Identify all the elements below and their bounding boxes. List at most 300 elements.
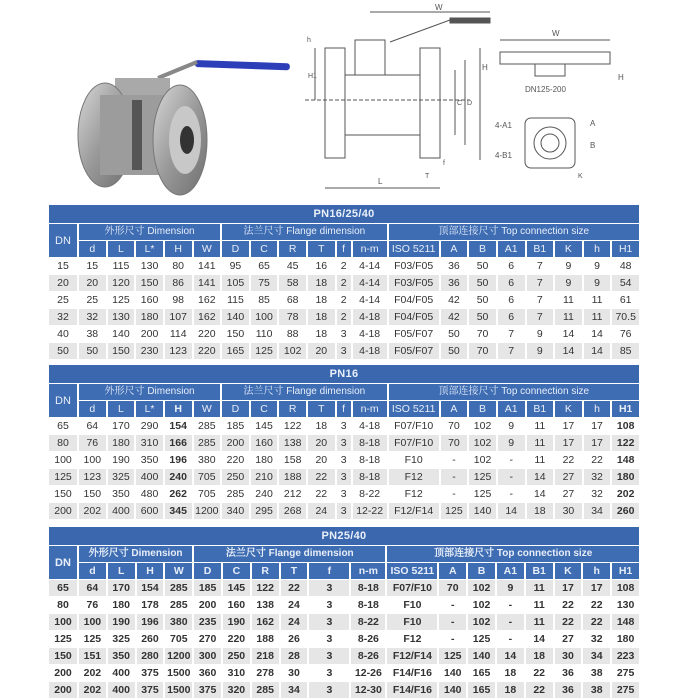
table-cell: 102	[279, 343, 306, 359]
svg-text:f: f	[443, 160, 445, 167]
cell-dn: 15	[57, 260, 69, 272]
table-cell: 141	[198, 260, 216, 272]
table-cell: 140	[439, 682, 466, 698]
col-dn: DN	[49, 384, 77, 417]
table-cell: 300	[194, 648, 221, 664]
table-cell: 102	[473, 454, 492, 466]
table-cell: 14	[527, 469, 554, 485]
table-cell: 20	[308, 343, 335, 359]
table-cell: 85	[258, 294, 270, 306]
table-cell: 18	[308, 275, 335, 291]
table-title: PN16	[49, 365, 639, 383]
ball-valve-photo	[60, 40, 300, 200]
table-cell: 14	[498, 503, 525, 519]
table-cell: 102	[468, 580, 495, 596]
table-cell: 38	[583, 682, 610, 698]
table-cell: 102	[468, 614, 495, 630]
col-L-star: L*	[136, 241, 163, 257]
table-cell: 54	[612, 275, 639, 291]
group-top-connection: 顶部连接尺寸 Top connection size	[389, 384, 639, 400]
table-cell: 8-18	[357, 599, 379, 611]
table-cell: 22	[315, 488, 328, 500]
spec-table-pn16-25-40	[47, 204, 641, 360]
table-cell: 705	[198, 488, 216, 500]
table-cell: 2	[340, 294, 347, 306]
spec-table-pn16	[47, 364, 641, 520]
table-cell: 3	[337, 343, 351, 359]
table-cell: F03/F05	[394, 260, 434, 272]
table-cell: 360	[198, 667, 217, 679]
table-cell: 8-18	[353, 435, 387, 451]
group-dimension: 外形尺寸 Dimension	[79, 546, 192, 562]
svg-text:DN125-200: DN125-200	[525, 85, 566, 94]
table-cell: 145	[223, 580, 250, 596]
table-cell: 100	[251, 309, 278, 325]
table-cell: 122	[612, 435, 639, 451]
table-cell: 14	[533, 633, 545, 645]
table-cell: 165	[468, 682, 495, 698]
group-flange: 法兰尺寸 Flange dimension	[194, 546, 385, 562]
table-cell: 11	[555, 309, 582, 325]
table-cell: 310	[227, 667, 246, 679]
table-cell: 178	[141, 599, 159, 611]
table-cell: 22	[562, 454, 575, 466]
table-cell: 180	[112, 599, 130, 611]
table-cell: -	[441, 469, 468, 485]
svg-text:L: L	[378, 177, 383, 186]
table-cell: 11	[534, 454, 546, 466]
table-cell: -	[498, 469, 525, 485]
table-cell: 4-18	[353, 343, 387, 359]
table-cell: 275	[616, 667, 635, 679]
table-cell: 30	[555, 503, 582, 519]
table-cell: 325	[108, 469, 135, 485]
table-cell: 36	[562, 667, 574, 679]
table-cell: 220	[198, 328, 216, 340]
table-cell: 110	[255, 328, 273, 340]
table-cell: 4-18	[359, 328, 381, 340]
table-cell: 196	[137, 614, 164, 630]
product-images	[0, 0, 700, 200]
table-cell: 24	[281, 614, 308, 630]
col-W: W	[194, 401, 221, 417]
col-d: d	[79, 563, 106, 579]
table-cell: 200	[198, 599, 217, 611]
table-cell: -	[509, 454, 513, 466]
table-cell: 8-26	[351, 648, 385, 664]
col-A1: A1	[498, 241, 525, 257]
table-cell: 9	[594, 260, 600, 272]
cell-dn: 200	[49, 682, 77, 698]
table-cell: F07/F10	[394, 420, 434, 432]
table-cell: 160	[251, 435, 278, 451]
col-iso5211: ISO 5211	[389, 401, 439, 417]
table-cell: 268	[279, 503, 306, 519]
table-cell: 7	[527, 275, 554, 291]
table-cell: 190	[112, 454, 130, 466]
table-cell: 3	[309, 648, 349, 664]
svg-text:H: H	[482, 63, 488, 72]
table-cell: 3	[337, 469, 351, 485]
table-cell: 11	[526, 580, 553, 596]
table-cell: 114	[169, 328, 187, 340]
col-A1: A1	[498, 401, 525, 417]
table-cell: 48	[619, 260, 632, 272]
valve-section-drawing	[290, 0, 500, 200]
col-C: C	[223, 563, 250, 579]
table-cell: F12/F14	[389, 503, 439, 519]
col-W: W	[165, 563, 192, 579]
table-cell: 154	[169, 420, 187, 432]
table-cell: 125	[251, 343, 278, 359]
svg-text:A: A	[590, 119, 596, 128]
table-cell: -	[451, 633, 455, 645]
table-cell: 122	[252, 580, 279, 596]
group-dimension: 外形尺寸 Dimension	[79, 224, 220, 240]
col-A1: A1	[497, 563, 524, 579]
table-cell: 8-18	[359, 454, 381, 466]
spec-table-pn25-40	[47, 526, 641, 699]
cell-dn: 32	[49, 309, 77, 325]
table-cell: 7	[536, 260, 543, 272]
col-K: K	[555, 563, 582, 579]
table-cell: 120	[108, 275, 135, 291]
table-cell: 9	[527, 343, 554, 359]
table-cell: 325	[112, 633, 130, 645]
col-T: T	[281, 563, 308, 579]
col-B1: B1	[527, 241, 554, 257]
table-cell: 42	[448, 294, 460, 306]
table-cell: 260	[612, 503, 639, 519]
table-cell: 22	[555, 614, 582, 630]
table-cell: 250	[223, 648, 250, 664]
table-cell: 76	[86, 599, 99, 611]
table-cell: 170	[112, 420, 130, 432]
table-cell: 148	[612, 614, 639, 630]
table-cell: 12-30	[351, 682, 385, 698]
table-cell: 22	[590, 599, 603, 611]
table-cell: 150	[83, 488, 102, 500]
group-top-connection: 顶部连接尺寸 Top connection size	[387, 546, 639, 562]
table-cell: 11	[526, 614, 553, 630]
col-A: A	[441, 241, 468, 257]
table-cell: 3	[309, 682, 349, 698]
table-cell: 125	[439, 648, 466, 664]
table-cell: 22	[583, 614, 610, 630]
svg-text:C: C	[457, 100, 463, 107]
table-cell: 85	[612, 343, 639, 359]
table-cell: 50	[476, 260, 489, 272]
table-cell: 102	[469, 435, 496, 451]
col-f: f	[309, 563, 349, 579]
table-cell: 4-14	[359, 294, 381, 306]
table-cell: 14	[591, 328, 603, 340]
table-cell: 34	[281, 682, 308, 698]
table-cell: 61	[619, 294, 632, 306]
table-cell: 375	[194, 682, 221, 698]
col-A: A	[441, 401, 468, 417]
table-cell: 15	[86, 260, 99, 272]
group-flange: 法兰尺寸 Flange dimension	[222, 384, 387, 400]
table-cell: 9	[536, 328, 543, 340]
table-cell: 32	[591, 488, 603, 500]
table-cell: 36	[555, 682, 582, 698]
table-cell: F03/F05	[389, 275, 439, 291]
table-cell: 9	[498, 435, 525, 451]
table-cell: 3	[340, 454, 347, 466]
col-dn: DN	[49, 546, 77, 579]
table-cell: 30	[555, 648, 582, 664]
table-cell: 3	[340, 328, 347, 340]
table-cell: 150	[226, 328, 245, 340]
table-cell: 285	[226, 488, 245, 500]
table-cell: 32	[584, 469, 611, 485]
table-cell: 102	[472, 599, 491, 611]
table-cell: 188	[279, 469, 306, 485]
table-cell: -	[509, 488, 513, 500]
table-cell: 295	[251, 503, 278, 519]
table-cell: 180	[136, 309, 163, 325]
table-cell: F05/F07	[394, 328, 434, 340]
table-cell: 11	[534, 420, 546, 432]
table-cell: 7	[527, 309, 554, 325]
table-cell: 115	[227, 294, 244, 306]
table-cell: 170	[108, 580, 135, 596]
table-cell: 45	[286, 260, 299, 272]
table-cell: 26	[288, 633, 300, 645]
table-cell: -	[439, 614, 466, 630]
cell-dn: 150	[54, 488, 72, 500]
table-cell: 6	[508, 260, 515, 272]
table-cell: 65	[258, 260, 270, 272]
table-cell: 20	[308, 435, 335, 451]
col-H1: H1	[612, 241, 639, 257]
table-cell: 125	[472, 633, 491, 645]
table-cell: F10	[387, 614, 437, 630]
table-cell: 7	[536, 294, 543, 306]
table-cell: 14	[533, 488, 546, 500]
table-cell: 108	[612, 580, 639, 596]
table-cell: 125	[473, 488, 492, 500]
table-cell: 1200	[167, 650, 191, 662]
table-row	[49, 275, 639, 291]
table-cell: 275	[612, 682, 639, 698]
table-cell: 50	[441, 343, 468, 359]
table-cell: F14/F16	[387, 682, 437, 698]
table-cell: 125	[469, 469, 496, 485]
table-cell: 22	[533, 667, 545, 679]
table-cell: 17	[555, 580, 582, 596]
table-cell: 278	[256, 667, 274, 679]
table-cell: 123	[79, 469, 106, 485]
table-cell: 80	[172, 260, 185, 272]
table-row	[49, 309, 639, 325]
table-cell: 32	[79, 309, 106, 325]
table-cell: 98	[172, 294, 185, 306]
table-cell: 223	[612, 648, 639, 664]
table-row	[49, 418, 639, 434]
table-cell: 24	[288, 599, 300, 611]
table-cell: 9	[497, 580, 524, 596]
col-D: D	[222, 241, 249, 257]
table-cell: 141	[194, 275, 221, 291]
table-cell: 150	[108, 343, 135, 359]
table-cell: 1500	[167, 684, 191, 696]
table-cell: 17	[591, 420, 603, 432]
svg-text:D: D	[467, 100, 473, 107]
table-cell: 70	[439, 580, 466, 596]
table-row	[49, 631, 639, 647]
table-cell: 260	[141, 633, 159, 645]
table-cell: 150	[136, 275, 163, 291]
table-cell: 140	[222, 309, 249, 325]
table-cell: 11	[562, 294, 574, 306]
cell-dn: 65	[49, 580, 77, 596]
table-cell: 18	[527, 503, 554, 519]
svg-text:4-A1: 4-A1	[495, 121, 512, 130]
table-cell: 70	[476, 328, 489, 340]
table-cell: 3	[326, 599, 333, 611]
table-cell: 18	[315, 294, 328, 306]
table-row	[49, 682, 639, 698]
table-row	[49, 648, 639, 664]
table-cell: 2	[340, 260, 347, 272]
table-cell: 480	[140, 488, 159, 500]
group-flange: 法兰尺寸 Flange dimension	[222, 224, 387, 240]
table-cell: 1200	[195, 505, 219, 517]
table-cell: 8-22	[359, 488, 381, 500]
table-cell: 154	[137, 580, 164, 596]
table-cell: 22	[526, 682, 553, 698]
table-cell: 18	[315, 328, 328, 340]
table-cell: 290	[140, 420, 159, 432]
col-D: D	[222, 401, 249, 417]
col-D: D	[194, 563, 221, 579]
col-H1: H1	[612, 563, 639, 579]
table-cell: 11	[527, 435, 554, 451]
table-cell: 7	[508, 328, 515, 340]
table-cell: F10	[404, 454, 423, 466]
table-row	[49, 469, 639, 485]
table-row	[49, 580, 639, 596]
table-cell: 145	[255, 420, 273, 432]
col-H: H	[165, 241, 192, 257]
table-cell: 400	[112, 667, 130, 679]
table-cell: 140	[112, 328, 130, 340]
table-cell: -	[451, 599, 455, 611]
table-cell: 202	[83, 667, 102, 679]
table-cell: 8-18	[351, 580, 385, 596]
table-cell: 138	[256, 599, 274, 611]
table-cell: 14	[497, 648, 524, 664]
svg-text:W: W	[552, 29, 560, 38]
table-cell: 17	[583, 580, 610, 596]
table-cell: 180	[108, 435, 135, 451]
table-cell: 705	[170, 633, 188, 645]
col-h: h	[583, 563, 610, 579]
table-cell: F12/F14	[387, 648, 437, 664]
table-cell: 34	[584, 503, 611, 519]
col-K: K	[555, 241, 582, 257]
cell-dn: 40	[57, 328, 69, 340]
table-cell: 30	[288, 667, 300, 679]
table-row	[49, 665, 639, 681]
table-cell: 380	[198, 454, 216, 466]
table-cell: F07/F10	[389, 435, 439, 451]
table-cell: 285	[252, 682, 279, 698]
table-cell: 18	[497, 682, 524, 698]
cell-dn: 80	[49, 435, 77, 451]
table-cell: 105	[222, 275, 249, 291]
table-cell: 27	[562, 633, 574, 645]
table-cell: -	[452, 488, 456, 500]
column-header-row	[49, 401, 639, 417]
table-cell: 14	[555, 343, 582, 359]
table-cell: 88	[286, 328, 299, 340]
table-row	[49, 503, 639, 519]
table-cell: 3	[309, 614, 349, 630]
table-cell: 24	[308, 503, 335, 519]
table-cell: 705	[194, 469, 221, 485]
col-iso5211: ISO 5211	[387, 563, 437, 579]
table-cell: 11	[591, 294, 603, 306]
table-cell: 18	[315, 420, 328, 432]
table-cell: 125	[83, 633, 102, 645]
cell-dn: 200	[49, 503, 77, 519]
table-cell: 9	[508, 420, 515, 432]
table-cell: 185	[194, 580, 221, 596]
column-header-row	[49, 241, 639, 257]
table-cell: 50	[469, 275, 496, 291]
table-cell: 1500	[167, 667, 191, 679]
col-R: R	[279, 241, 306, 257]
table-cell: 130	[108, 309, 135, 325]
table-row	[49, 614, 639, 630]
table-cell: 7	[498, 343, 525, 359]
svg-text:H1: H1	[308, 73, 317, 80]
col-C: C	[251, 241, 278, 257]
group-top-connection: 顶部连接尺寸 Top connection size	[389, 224, 639, 240]
table-cell: 220	[194, 343, 221, 359]
col-B: B	[469, 401, 496, 417]
table-cell: 240	[165, 469, 192, 485]
col-B1: B1	[526, 563, 553, 579]
table-cell: 28	[281, 648, 308, 664]
table-row	[49, 326, 639, 342]
table-cell: 108	[616, 420, 635, 432]
table-cell: 6	[498, 309, 525, 325]
table-cell: 140	[444, 667, 462, 679]
table-cell: 190	[223, 614, 250, 630]
table-cell: 9	[555, 275, 582, 291]
table-cell: -	[508, 599, 513, 611]
col-R: R	[252, 563, 279, 579]
cell-dn: 20	[49, 275, 77, 291]
table-cell: 50	[476, 294, 489, 306]
col-L: L	[108, 401, 135, 417]
table-cell: 3	[326, 633, 333, 645]
col-A: A	[439, 563, 466, 579]
table-cell: 600	[136, 503, 163, 519]
cell-dn: 125	[54, 633, 72, 645]
table-cell: 130	[616, 599, 635, 611]
table-row	[49, 435, 639, 451]
table-cell: 125	[441, 503, 468, 519]
table-cell: 22	[562, 599, 574, 611]
col-R: R	[279, 401, 306, 417]
table-cell: 17	[555, 435, 582, 451]
table-cell: F05/F07	[389, 343, 439, 359]
